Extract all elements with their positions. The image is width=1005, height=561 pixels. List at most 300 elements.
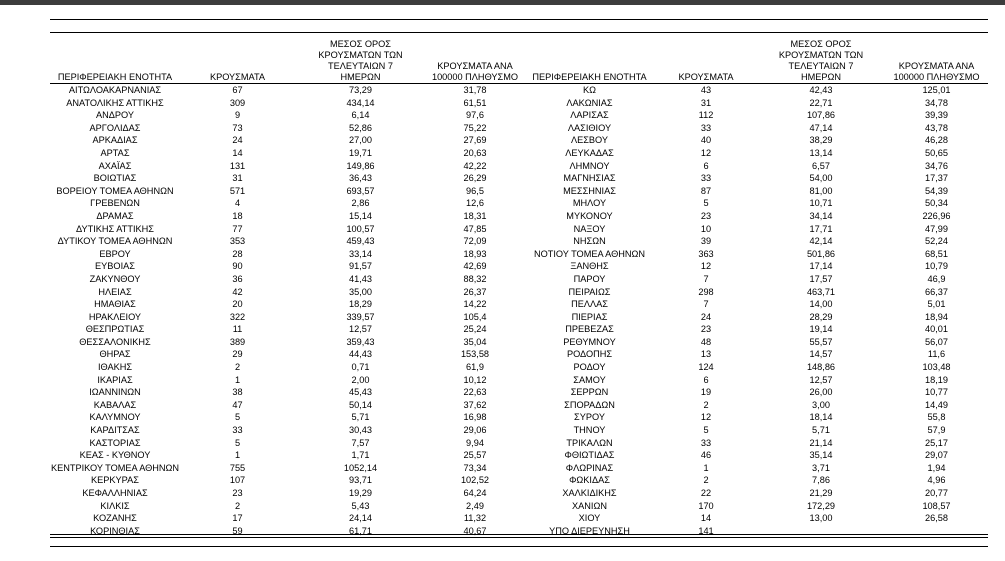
cell-right-region: ΡΕΘΥΜΝΟΥ: [563, 336, 616, 347]
cell-left-per100k: 20,63: [463, 147, 487, 158]
cell-right-region: ΦΩΚΙΔΑΣ: [569, 475, 610, 486]
table-row: [50, 109, 988, 122]
cell-left-avg7: 100,57: [346, 223, 375, 234]
cell-right-cases: 170: [698, 500, 714, 511]
cell-left-cases: 90: [232, 261, 243, 272]
cell-right-per100k: 55,8: [927, 412, 946, 423]
header-cases-left: ΚΡΟΥΣΜΑΤΑ: [180, 39, 295, 84]
cell-left-region: ΙΩΑΝΝΙΝΩΝ: [89, 387, 141, 398]
cell-left-per100k: 75,22: [463, 122, 487, 133]
cell-right-cases: 22: [700, 488, 712, 498]
cell-left-avg7: 7,57: [351, 437, 370, 448]
cell-right-cases: 141: [655, 525, 757, 538]
cell-right-cases: 6: [703, 160, 709, 171]
cell-left-region: ΒΟΙΩΤΙΑΣ: [93, 173, 137, 184]
cell-right-cases: 33: [700, 437, 712, 448]
cell-right-per100k: 125,01: [922, 85, 951, 95]
cell-right-region: ΠΙΕΡΙΑΣ: [571, 311, 608, 322]
cell-right-avg7: 10,71: [809, 198, 833, 209]
cell-right-region: ΧΑΛΚΙΔΙΚΗΣ: [562, 488, 617, 498]
cell-left-region: ΚΕΝΤΡΙΚΟΥ ΤΟΜΕΑ ΑΘΗΝΩΝ: [50, 462, 180, 473]
cell-left-avg7: 35,00: [349, 286, 372, 297]
cell-left-region: ΘΕΣΠΡΩΤΙΑΣ: [85, 324, 145, 335]
cell-left-per100k: 10,12: [463, 374, 487, 385]
cell-right-avg7: 3,71: [812, 462, 830, 473]
cell-right-cases: 43: [700, 85, 712, 95]
cell-right-cases: 33: [700, 173, 712, 184]
cell-right-per100k: 43,78: [925, 122, 948, 133]
cell-right-region: ΤΗΝΟΥ: [573, 425, 606, 436]
cell-right-region: ΜΗΛΟΥ: [572, 198, 607, 209]
cell-left-per100k: 97,6: [466, 110, 484, 121]
cell-left-region: ΑΝΔΡΟΥ: [95, 110, 134, 121]
cell-left-avg7: 2,00: [351, 374, 370, 385]
cell-right-per100k: [885, 525, 988, 538]
cell-left-per100k: 37,62: [463, 399, 487, 410]
cell-left-region: ΑΧΑΪΑΣ: [98, 160, 132, 171]
cell-right-region: ΚΩ: [583, 85, 596, 95]
cell-left-avg7: 93,71: [349, 475, 372, 486]
table-header-row: [50, 39, 988, 84]
cell-left-avg7: 6,14: [351, 110, 370, 121]
cell-right-per100k: 20,77: [925, 488, 948, 498]
cell-right-avg7: 18,14: [809, 412, 833, 423]
cell-right-avg7: 21,29: [809, 488, 833, 498]
cell-left-per100k: 26,37: [463, 286, 487, 297]
cell-right-region: ΛΑΡΙΣΑΣ: [570, 110, 609, 121]
cell-left-avg7: 12,57: [349, 324, 372, 335]
cell-right-cases: 1: [703, 462, 709, 473]
table-row: [50, 500, 988, 513]
cell-left-per100k: 29,06: [463, 425, 487, 436]
cell-right-region: ΛΕΥΚΑΔΑΣ: [565, 147, 614, 158]
cell-left-cases: 571: [229, 185, 246, 196]
cell-right-per100k: 14,49: [925, 399, 948, 410]
header-per100k-left: ΚΡΟΥΣΜΑΤΑ ΑΝΑ 100000 ΠΛΗΘΥΣΜΟ: [426, 39, 524, 84]
cell-right-cases: 14: [700, 513, 712, 524]
cell-left-cases: 14: [232, 147, 243, 158]
cell-left-per100k: 9,94: [466, 437, 484, 448]
cell-left-region: ΘΗΡΑΣ: [99, 349, 131, 360]
cell-left-avg7: 1052,14: [343, 462, 378, 473]
cell-right-avg7: 19,14: [809, 324, 833, 335]
table-row: [50, 210, 988, 223]
cell-left-cases: 9: [234, 110, 241, 121]
cell-left-cases: 29: [232, 349, 243, 360]
cell-left-per100k: 61,51: [463, 97, 487, 108]
cell-left-region: ΚΟΡΙΝΘΙΑΣ: [50, 525, 180, 538]
cell-left-per100k: 61,9: [466, 362, 484, 373]
cell-right-cases: 12: [700, 412, 712, 423]
cell-left-avg7: 359,43: [346, 336, 375, 347]
cell-left-avg7: 45,43: [349, 387, 372, 398]
cell-left-avg7: 91,57: [349, 261, 372, 272]
cell-left-avg7: 5,43: [351, 500, 370, 511]
cell-right-cases: 2: [703, 399, 709, 410]
cell-left-avg7: 61,71: [295, 525, 426, 538]
cell-right-per100k: 18,19: [925, 374, 948, 385]
cell-right-per100k: 29,07: [925, 450, 948, 461]
cell-right-region: ΤΡΙΚΑΛΩΝ: [566, 437, 613, 448]
cell-right-per100k: 50,65: [925, 147, 948, 158]
cell-right-region: ΛΑΚΩΝΙΑΣ: [566, 97, 613, 108]
cell-left-cases: 353: [229, 236, 246, 247]
table-row: [50, 424, 988, 437]
cell-right-cases: 39: [700, 236, 712, 247]
cell-left-cases: 18: [232, 210, 243, 221]
header-region-left: ΠΕΡΙΦΕΡΕΙΑΚΗ ΕΝΟΤΗΤΑ: [50, 39, 180, 84]
cell-right-per100k: 226,96: [922, 210, 951, 221]
cell-right-per100k: 68,51: [925, 248, 948, 259]
cell-right-cases: 13: [700, 349, 712, 360]
cell-right-cases: 5: [703, 425, 709, 436]
cell-right-region: ΛΗΜΝΟΥ: [569, 160, 610, 171]
cell-right-cases: 7: [703, 299, 709, 310]
cell-left-per100k: 47,85: [463, 223, 487, 234]
cell-left-region: ΚΑΛΥΜΝΟΥ: [89, 412, 141, 423]
cell-right-per100k: 47,99: [925, 223, 948, 234]
cell-right-region: ΠΕΛΛΑΣ: [571, 299, 608, 310]
table-row: [50, 298, 988, 311]
cell-left-region: ΚΕΦΑΛΛΗΝΙΑΣ: [82, 488, 148, 498]
cell-right-region: ΡΟΔΟΥ: [573, 362, 606, 373]
cell-left-per100k: 72,09: [463, 236, 487, 247]
cell-left-region: ΑΝΑΤΟΛΙΚΗΣ ΑΤΤΙΚΗΣ: [66, 97, 164, 108]
cell-right-avg7: 5,71: [812, 425, 830, 436]
cell-left-cases: 2: [234, 500, 241, 511]
cell-left-region: ΔΥΤΙΚΗΣ ΑΤΤΙΚΗΣ: [76, 223, 154, 234]
cell-left-region: ΚΑΡΔΙΤΣΑΣ: [90, 425, 140, 436]
cell-left-cases: 1: [234, 374, 241, 385]
cell-right-avg7: 14,00: [809, 299, 833, 310]
cell-left-per100k: 73,34: [463, 462, 487, 473]
cell-right-avg7: 81,00: [809, 185, 833, 196]
cell-right-per100k: 46,28: [925, 135, 948, 146]
cell-left-region: ΑΙΤΩΛΟΑΚΑΡΝΑΝΙΑΣ: [68, 85, 162, 95]
cell-right-avg7: 3,00: [812, 399, 830, 410]
cell-right-per100k: 34,76: [925, 160, 948, 171]
header-cases-right: ΚΡΟΥΣΜΑΤΑ: [655, 39, 757, 84]
cell-left-cases: 23: [232, 488, 243, 498]
cell-left-per100k: 12,6: [466, 198, 484, 209]
cell-left-per100k: 153,58: [460, 349, 490, 360]
table-row: [50, 361, 988, 374]
cell-left-avg7: 2,86: [351, 198, 370, 209]
table-row: [50, 235, 988, 248]
cell-left-region: ΕΒΡΟΥ: [99, 248, 131, 259]
cell-right-region: ΦΘΙΩΤΙΔΑΣ: [564, 450, 615, 461]
cell-left-region: ΘΕΣΣΑΛΟΝΙΚΗΣ: [79, 336, 151, 347]
table-row: [50, 449, 988, 462]
cell-right-avg7: 34,14: [809, 210, 833, 221]
cell-left-cases: 59: [180, 525, 295, 538]
cell-right-avg7: 22,71: [809, 97, 833, 108]
cell-left-avg7: 73,29: [349, 85, 372, 95]
cell-left-per100k: 16,98: [463, 412, 487, 423]
cell-left-cases: 2: [234, 362, 241, 373]
table-row: [50, 286, 988, 299]
cell-right-cases: 12: [700, 147, 712, 158]
cell-left-region: ΕΥΒΟΙΑΣ: [95, 261, 135, 272]
cell-right-cases: 2: [703, 475, 709, 486]
cell-left-per100k: 25,57: [463, 450, 487, 461]
table-row: [50, 525, 988, 538]
cell-left-cases: 42: [232, 286, 243, 297]
cell-right-avg7: 42,14: [809, 236, 833, 247]
cell-left-cases: 4: [234, 198, 241, 209]
cell-left-avg7: 434,14: [346, 97, 375, 108]
table-row: [50, 134, 988, 147]
top-rule: [50, 19, 988, 20]
table-row: [50, 437, 988, 450]
cell-right-avg7: 13,00: [809, 513, 833, 524]
cell-right-avg7: 13,14: [809, 147, 833, 158]
cell-right-per100k: 108,57: [922, 500, 951, 511]
cell-left-avg7: 33,14: [349, 248, 372, 259]
cell-left-region: ΓΡΕΒΕΝΩΝ: [90, 198, 140, 209]
cell-left-cases: 1: [234, 450, 241, 461]
cell-right-per100k: 25,17: [925, 437, 948, 448]
cell-right-cases: 23: [700, 324, 712, 335]
cell-right-region: ΠΡΕΒΕΖΑΣ: [565, 324, 614, 335]
cell-left-per100k: 40,67: [426, 525, 524, 538]
cell-right-region: ΞΑΝΘΗΣ: [570, 261, 609, 272]
table-row: [50, 386, 988, 399]
cell-left-region: ΖΑΚΥΝΘΟΥ: [89, 273, 141, 284]
cell-left-avg7: 19,29: [349, 488, 372, 498]
cell-right-avg7: 501,86: [806, 248, 836, 259]
cell-right-avg7: 6,57: [812, 160, 830, 171]
table-row: [50, 374, 988, 387]
cell-left-cases: 20: [232, 299, 243, 310]
cell-left-avg7: 19,71: [349, 147, 372, 158]
cell-right-avg7: 47,14: [809, 122, 833, 133]
cell-right-cases: 363: [698, 248, 714, 259]
cell-left-avg7: 41,43: [349, 273, 372, 284]
cell-left-cases: 33: [232, 425, 243, 436]
cell-right-region: ΣΠΟΡΑΔΩΝ: [564, 399, 615, 410]
cell-right-per100k: 40,01: [925, 324, 948, 335]
table-row: [50, 399, 988, 412]
table-row: [50, 160, 988, 173]
cell-left-region: ΚΑΒΑΛΑΣ: [93, 399, 137, 410]
table-row: [50, 474, 988, 487]
window-top-bar: [0, 0, 1005, 5]
cell-right-avg7: 7,86: [812, 475, 830, 486]
cell-right-cases: 5: [703, 198, 709, 209]
cell-right-per100k: 54,39: [925, 185, 948, 196]
cell-left-per100k: 11,32: [463, 513, 487, 524]
cell-left-avg7: 5,71: [351, 412, 370, 423]
table-row: [50, 411, 988, 424]
cell-right-region: ΧΑΝΙΩΝ: [572, 500, 607, 511]
cell-left-region: ΗΡΑΚΛΕΙΟΥ: [88, 311, 142, 322]
cases-table: [50, 39, 988, 538]
cell-left-avg7: 24,14: [349, 513, 372, 524]
bottom-rule-second: [50, 546, 988, 547]
table-row: [50, 462, 988, 475]
cell-right-per100k: 1,94: [927, 462, 946, 473]
cell-left-region: ΚΙΛΚΙΣ: [100, 500, 130, 511]
cell-right-region: ΝΑΞΟΥ: [573, 223, 606, 234]
table-row: [50, 97, 988, 110]
cell-left-cases: 67: [232, 85, 243, 95]
cell-right-cases: 6: [703, 374, 709, 385]
cell-right-cases: 40: [700, 135, 712, 146]
cell-right-region: ΝΟΤΙΟΥ ΤΟΜΕΑ ΑΘΗΝΩΝ: [533, 248, 646, 259]
header-avg7-right: ΜΕΣΟΣ ΟΡΟΣ ΚΡΟΥΣΜΑΤΩΝ ΤΩΝ ΤΕΛΕΥΤΑΙΩΝ 7 ΗΜΕΡΩΝ: [757, 39, 885, 84]
table-row: [50, 84, 988, 97]
cell-left-region: ΗΛΕΙΑΣ: [98, 286, 132, 297]
cell-right-avg7: 35,14: [809, 450, 833, 461]
cell-left-region: ΒΟΡΕΙΟΥ ΤΟΜΕΑ ΑΘΗΝΩΝ: [56, 185, 174, 196]
cell-right-avg7: 54,00: [809, 173, 833, 184]
header-region-right: ΠΕΡΙΦΕΡΕΙΑΚΗ ΕΝΟΤΗΤΑ: [524, 39, 655, 84]
cell-left-per100k: 96,5: [466, 185, 484, 196]
cell-right-cases: 31: [700, 97, 712, 108]
cell-right-per100k: 10,79: [925, 261, 948, 272]
cell-right-avg7: 148,86: [806, 362, 836, 373]
cell-right-region: ΣΕΡΡΩΝ: [570, 387, 609, 398]
cell-right-per100k: 39,39: [925, 110, 948, 121]
cell-left-avg7: 30,43: [349, 425, 372, 436]
cell-right-cases: 19: [700, 387, 712, 398]
cell-left-cases: 73: [232, 122, 243, 133]
cell-right-avg7: 172,29: [806, 500, 836, 511]
cell-right-per100k: 34,78: [925, 97, 948, 108]
cell-left-region: ΑΡΤΑΣ: [100, 147, 130, 158]
cell-left-cases: 11: [232, 324, 243, 335]
cell-left-region: ΚΑΣΤΟΡΙΑΣ: [89, 437, 141, 448]
cell-left-per100k: 105,4: [463, 311, 487, 322]
table-row: [50, 323, 988, 336]
cell-left-region: ΙΘΑΚΗΣ: [97, 362, 133, 373]
cell-right-cases: 10: [700, 223, 712, 234]
cell-left-avg7: 693,57: [346, 185, 375, 196]
table-row: [50, 336, 988, 349]
table-row: [50, 197, 988, 210]
cell-left-region: ΚΕΑΣ - ΚΥΘΝΟΥ: [79, 450, 151, 461]
cell-left-avg7: 18,29: [349, 299, 372, 310]
cell-right-per100k: 46,9: [927, 273, 946, 284]
cell-right-per100k: 52,24: [925, 236, 948, 247]
cell-right-per100k: 4,96: [927, 475, 946, 486]
cell-right-avg7: 21,14: [809, 437, 833, 448]
cell-left-per100k: 102,52: [460, 475, 490, 486]
cell-right-avg7: 14,57: [809, 349, 833, 360]
cell-left-per100k: 88,32: [463, 273, 487, 284]
cell-left-cases: 5: [234, 437, 241, 448]
cell-left-per100k: 35,04: [463, 336, 487, 347]
cell-right-per100k: 103,48: [922, 362, 951, 373]
cell-left-per100k: 31,78: [463, 85, 487, 95]
cell-right-region: ΝΗΣΩΝ: [573, 236, 606, 247]
cell-right-region: ΠΑΡΟΥ: [573, 273, 606, 284]
cell-left-per100k: 18,31: [463, 210, 487, 221]
bottom-rule: [50, 534, 988, 535]
cell-right-per100k: 26,58: [925, 513, 948, 524]
cell-left-cases: 107: [229, 475, 246, 486]
cell-right-avg7: 107,86: [806, 110, 836, 121]
cell-left-region: ΔΥΤΙΚΟΥ ΤΟΜΕΑ ΑΘΗΝΩΝ: [57, 236, 173, 247]
cell-left-cases: 755: [229, 462, 246, 473]
cell-left-per100k: 22,63: [463, 387, 487, 398]
cell-right-region: ΡΟΔΟΠΗΣ: [566, 349, 613, 360]
cell-left-cases: 24: [232, 135, 243, 146]
cell-left-cases: 77: [232, 223, 243, 234]
cell-left-avg7: 15,14: [349, 210, 372, 221]
cell-right-region: ΦΛΩΡΙΝΑΣ: [565, 462, 614, 473]
table-row: [50, 273, 988, 286]
table-row: [50, 311, 988, 324]
cell-left-cases: 389: [229, 336, 246, 347]
cell-left-cases: 38: [232, 387, 243, 398]
cell-left-avg7: 0,71: [351, 362, 370, 373]
header-avg7-left: ΜΕΣΟΣ ΟΡΟΣ ΚΡΟΥΣΜΑΤΩΝ ΤΩΝ ΤΕΛΕΥΤΑΙΩΝ 7 ΗΜΕΡΩΝ: [295, 39, 426, 84]
cell-right-avg7: 38,29: [809, 135, 833, 146]
cell-right-per100k: 18,94: [925, 311, 948, 322]
cell-left-avg7: 44,43: [349, 349, 372, 360]
table-row: [50, 172, 988, 185]
cell-right-cases: 112: [698, 110, 714, 121]
cell-right-cases: 298: [698, 286, 714, 297]
cell-left-avg7: 36,43: [349, 173, 372, 184]
cell-right-per100k: 11,6: [927, 349, 946, 360]
cell-right-per100k: 10,77: [925, 387, 948, 398]
cell-left-per100k: 42,22: [463, 160, 487, 171]
cell-right-avg7: 17,57: [809, 273, 833, 284]
cell-right-avg7: 463,71: [806, 286, 836, 297]
table-row: [50, 147, 988, 160]
cell-left-per100k: 14,22: [463, 299, 487, 310]
cell-right-region: ΜΥΚΟΝΟΥ: [566, 210, 613, 221]
cell-left-avg7: 27,00: [349, 135, 372, 146]
cell-left-per100k: 64,24: [463, 488, 487, 498]
header-per100k-right: ΚΡΟΥΣΜΑΤΑ ΑΝΑ 100000 ΠΛΗΘΥΣΜΟ: [885, 39, 988, 84]
table-row: [50, 348, 988, 361]
cell-left-avg7: 1,71: [351, 450, 370, 461]
table-row: [50, 223, 988, 236]
cell-right-region: ΜΑΓΝΗΣΙΑΣ: [563, 173, 616, 184]
cell-right-avg7: 12,57: [809, 374, 833, 385]
table-row: [50, 185, 988, 198]
cell-right-avg7: 55,57: [809, 336, 833, 347]
cell-right-avg7: [757, 525, 885, 538]
cell-left-cases: 36: [232, 273, 243, 284]
table-row: [50, 248, 988, 261]
table-row: [50, 122, 988, 135]
cell-left-per100k: 42,69: [463, 261, 487, 272]
cell-right-region: ΠΕΙΡΑΙΩΣ: [568, 286, 611, 297]
cell-right-cases: 48: [700, 336, 712, 347]
cell-left-avg7: 149,86: [346, 160, 375, 171]
cell-left-cases: 28: [232, 248, 243, 259]
cell-right-region: ΜΕΣΣΗΝΙΑΣ: [563, 185, 616, 196]
cell-right-per100k: 56,07: [925, 336, 948, 347]
cell-left-cases: 131: [229, 160, 246, 171]
cell-left-per100k: 18,93: [463, 248, 487, 259]
cell-left-per100k: 26,29: [463, 173, 487, 184]
cell-right-cases: 23: [700, 210, 712, 221]
table-row: [50, 512, 988, 525]
table-row: [50, 487, 988, 500]
cell-right-avg7: 42,43: [809, 85, 833, 95]
cell-left-region: ΙΚΑΡΙΑΣ: [97, 374, 133, 385]
cell-right-region: ΧΙΟΥ: [578, 513, 601, 524]
cell-right-avg7: 26,00: [809, 387, 833, 398]
cell-right-region: ΛΑΣΙΘΙΟΥ: [567, 122, 612, 133]
cell-right-cases: 124: [698, 362, 714, 373]
